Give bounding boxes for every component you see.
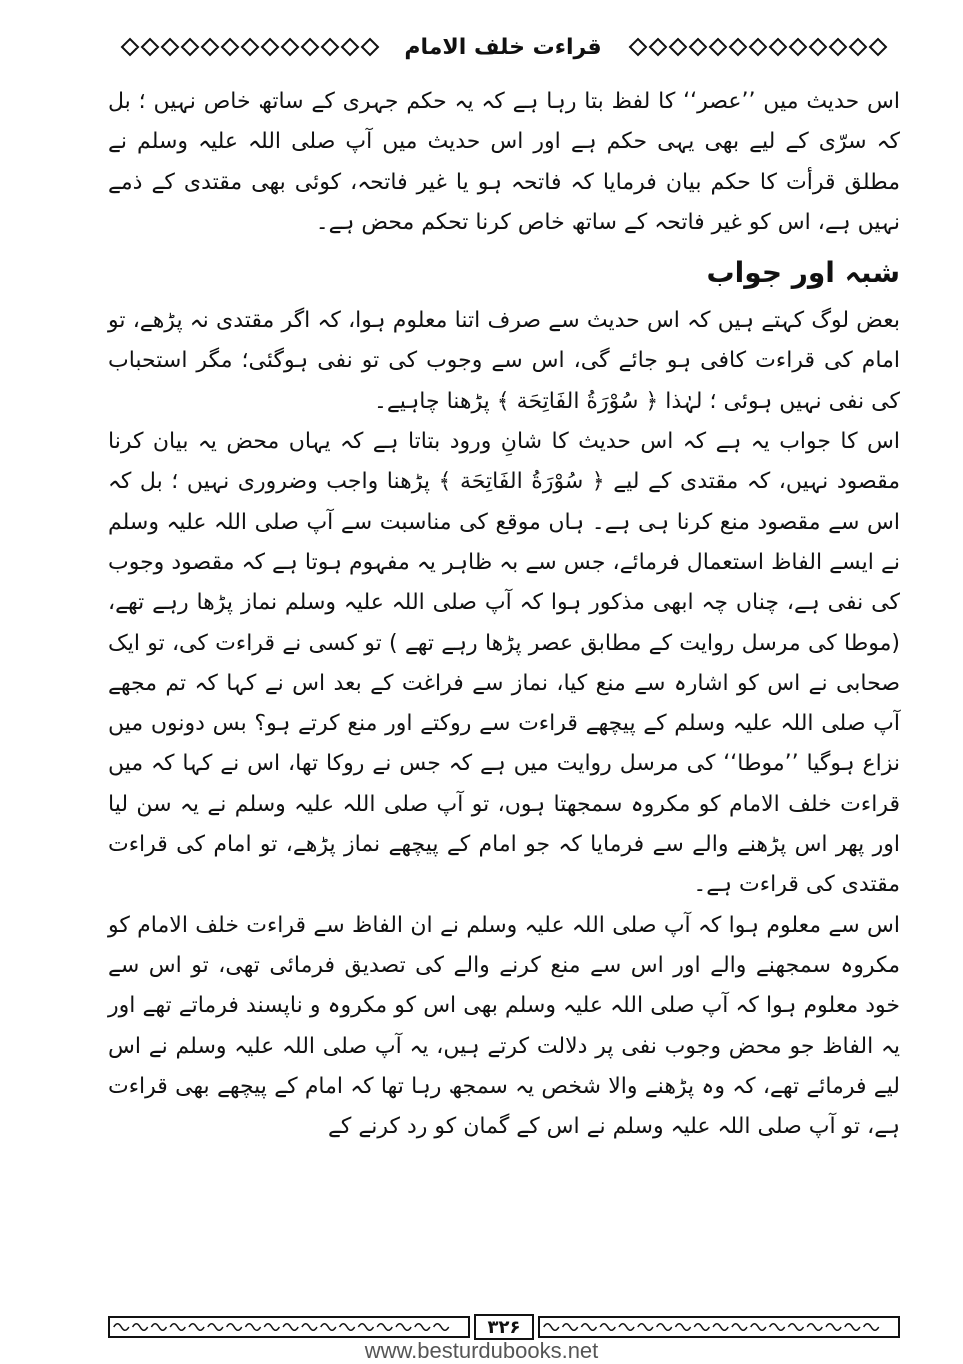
header-title: قراءت خلف الامام [404,34,602,60]
page-footer [108,1314,900,1340]
page-body [108,82,900,1147]
section-heading: شبہ اور جواب [706,256,900,290]
header-ornament-right [616,37,898,57]
header-ornament-left [108,37,390,57]
footer-ornament-left [108,1316,470,1338]
watermark-url: www.besturdubooks.net [364,1338,599,1363]
paragraph-3: اس کا جواب یہ ہے کہ اس حدیث کا شانِ ورود بتاتا ہے کہ یہاں محض یہ بیان کرنا مقصود نہیں، کہ مقتدی کے لیے ﴿ سُوْرَةُ الفَاتِحَة ﴾ پڑھنا واجب وضروری نہیں ؛ بل کہ اس سے مقصود منع کرنا ہی ہے۔ ہاں موقع کی مناسبت سے آپ صلی اللہ علیہ وسلم نے ایسے الفاظ استعمال فرمائے، جس سے بہ ظاہر یہ مفہوم ہوتا ہے کہ مقصود وجوب کی نفی ہے، چناں چہ ابھی مذکور ہوا کہ آپ صلی اللہ علیہ وسلم نماز پڑھا رہے تھے، (موطا کی مرسل روایت کے مطابق عصر پڑھا رہے تھے ) تو کسی نے قراءت کی، تو ایک صحابی نے اس کو اشارہ سے منع کیا، نماز سے فراغت کے بعد اس نے کہا کہ تم مجھے آپ صلی اللہ علیہ وسلم کے پیچھے قراءت سے روکتے اور منع کرتے ہو؟ بس دونوں میں نزاع ہوگیا ’’موطا‘‘ کی مرسل روایت میں ہے کہ جس نے روکا تھا، اس نے کہا کہ میں قراءت خلف الامام کو مکروہ سمجھتا ہوں، تو آپ صلی اللہ علیہ وسلم نے یہ سن لیا اور پھر اس پڑھنے والے سے فرمایا کہ جو امام کے پیچھے نماز پڑھے، تو امام کی قراءت مقتدی کی قراءت ہے۔ [108,429,900,898]
paragraph-2: بعض لوگ کہتے ہیں کہ اس حدیث سے صرف اتنا معلوم ہوا، کہ اگر مقتدی نہ پڑھے، تو امام کی قراءت کافی ہو جائے گی، اس سے وجوب کی تو نفی ہوگئی؛ مگر استحباب کی نفی نہیں ہوئی ؛ لہٰذا ﴿ سُوْرَةُ الفَاتِحَة ﴾ پڑھنا چاہیے۔ [108,308,900,414]
page-number: ۳۲۶ [474,1314,535,1340]
page-header [108,28,898,66]
footer-ornament-right [538,1316,900,1338]
paragraph-1: اس حدیث میں ’’عصر‘‘ کا لفظ بتا رہا ہے کہ یہ حکم جہری کے ساتھ خاص نہیں ؛ بل کہ سرّی کے لیے بھی یہی حکم ہے اور اس حدیث میں آپ صلی اللہ علیہ وسلم نے مطلق قرأت کا حکم بیان فرمایا کہ فاتحہ ہو یا غیر فاتحہ، کوئی بھی مقتدی کے ذمے نہیں ہے، اس کو غیر فاتحہ کے ساتھ خاص کرنا تحکم محض ہے۔ [108,89,900,235]
paragraph-4: اس سے معلوم ہوا کہ آپ صلی اللہ علیہ وسلم نے ان الفاظ سے قراءت خلف الامام کو مکروہ سمجھنے والے اور اس سے منع کرنے والے کی تصدیق فرمائی تھی، تو اس سے خود معلوم ہوا کہ آپ صلی اللہ علیہ وسلم بھی اس کو مکروہ و ناپسند فرماتے تھے اور یہ الفاظ جو محض وجوب نفی پر دلالت کرتے ہیں، یہ آپ صلی اللہ علیہ وسلم نے اس لیے فرمائے تھے، کہ وہ پڑھنے والا شخص یہ سمجھ رہا تھا کہ امام کے پیچھے بھی قراءت ہے، تو آپ صلی اللہ علیہ وسلم نے اس کے گمان کو رد کرنے کے [108,912,900,1140]
